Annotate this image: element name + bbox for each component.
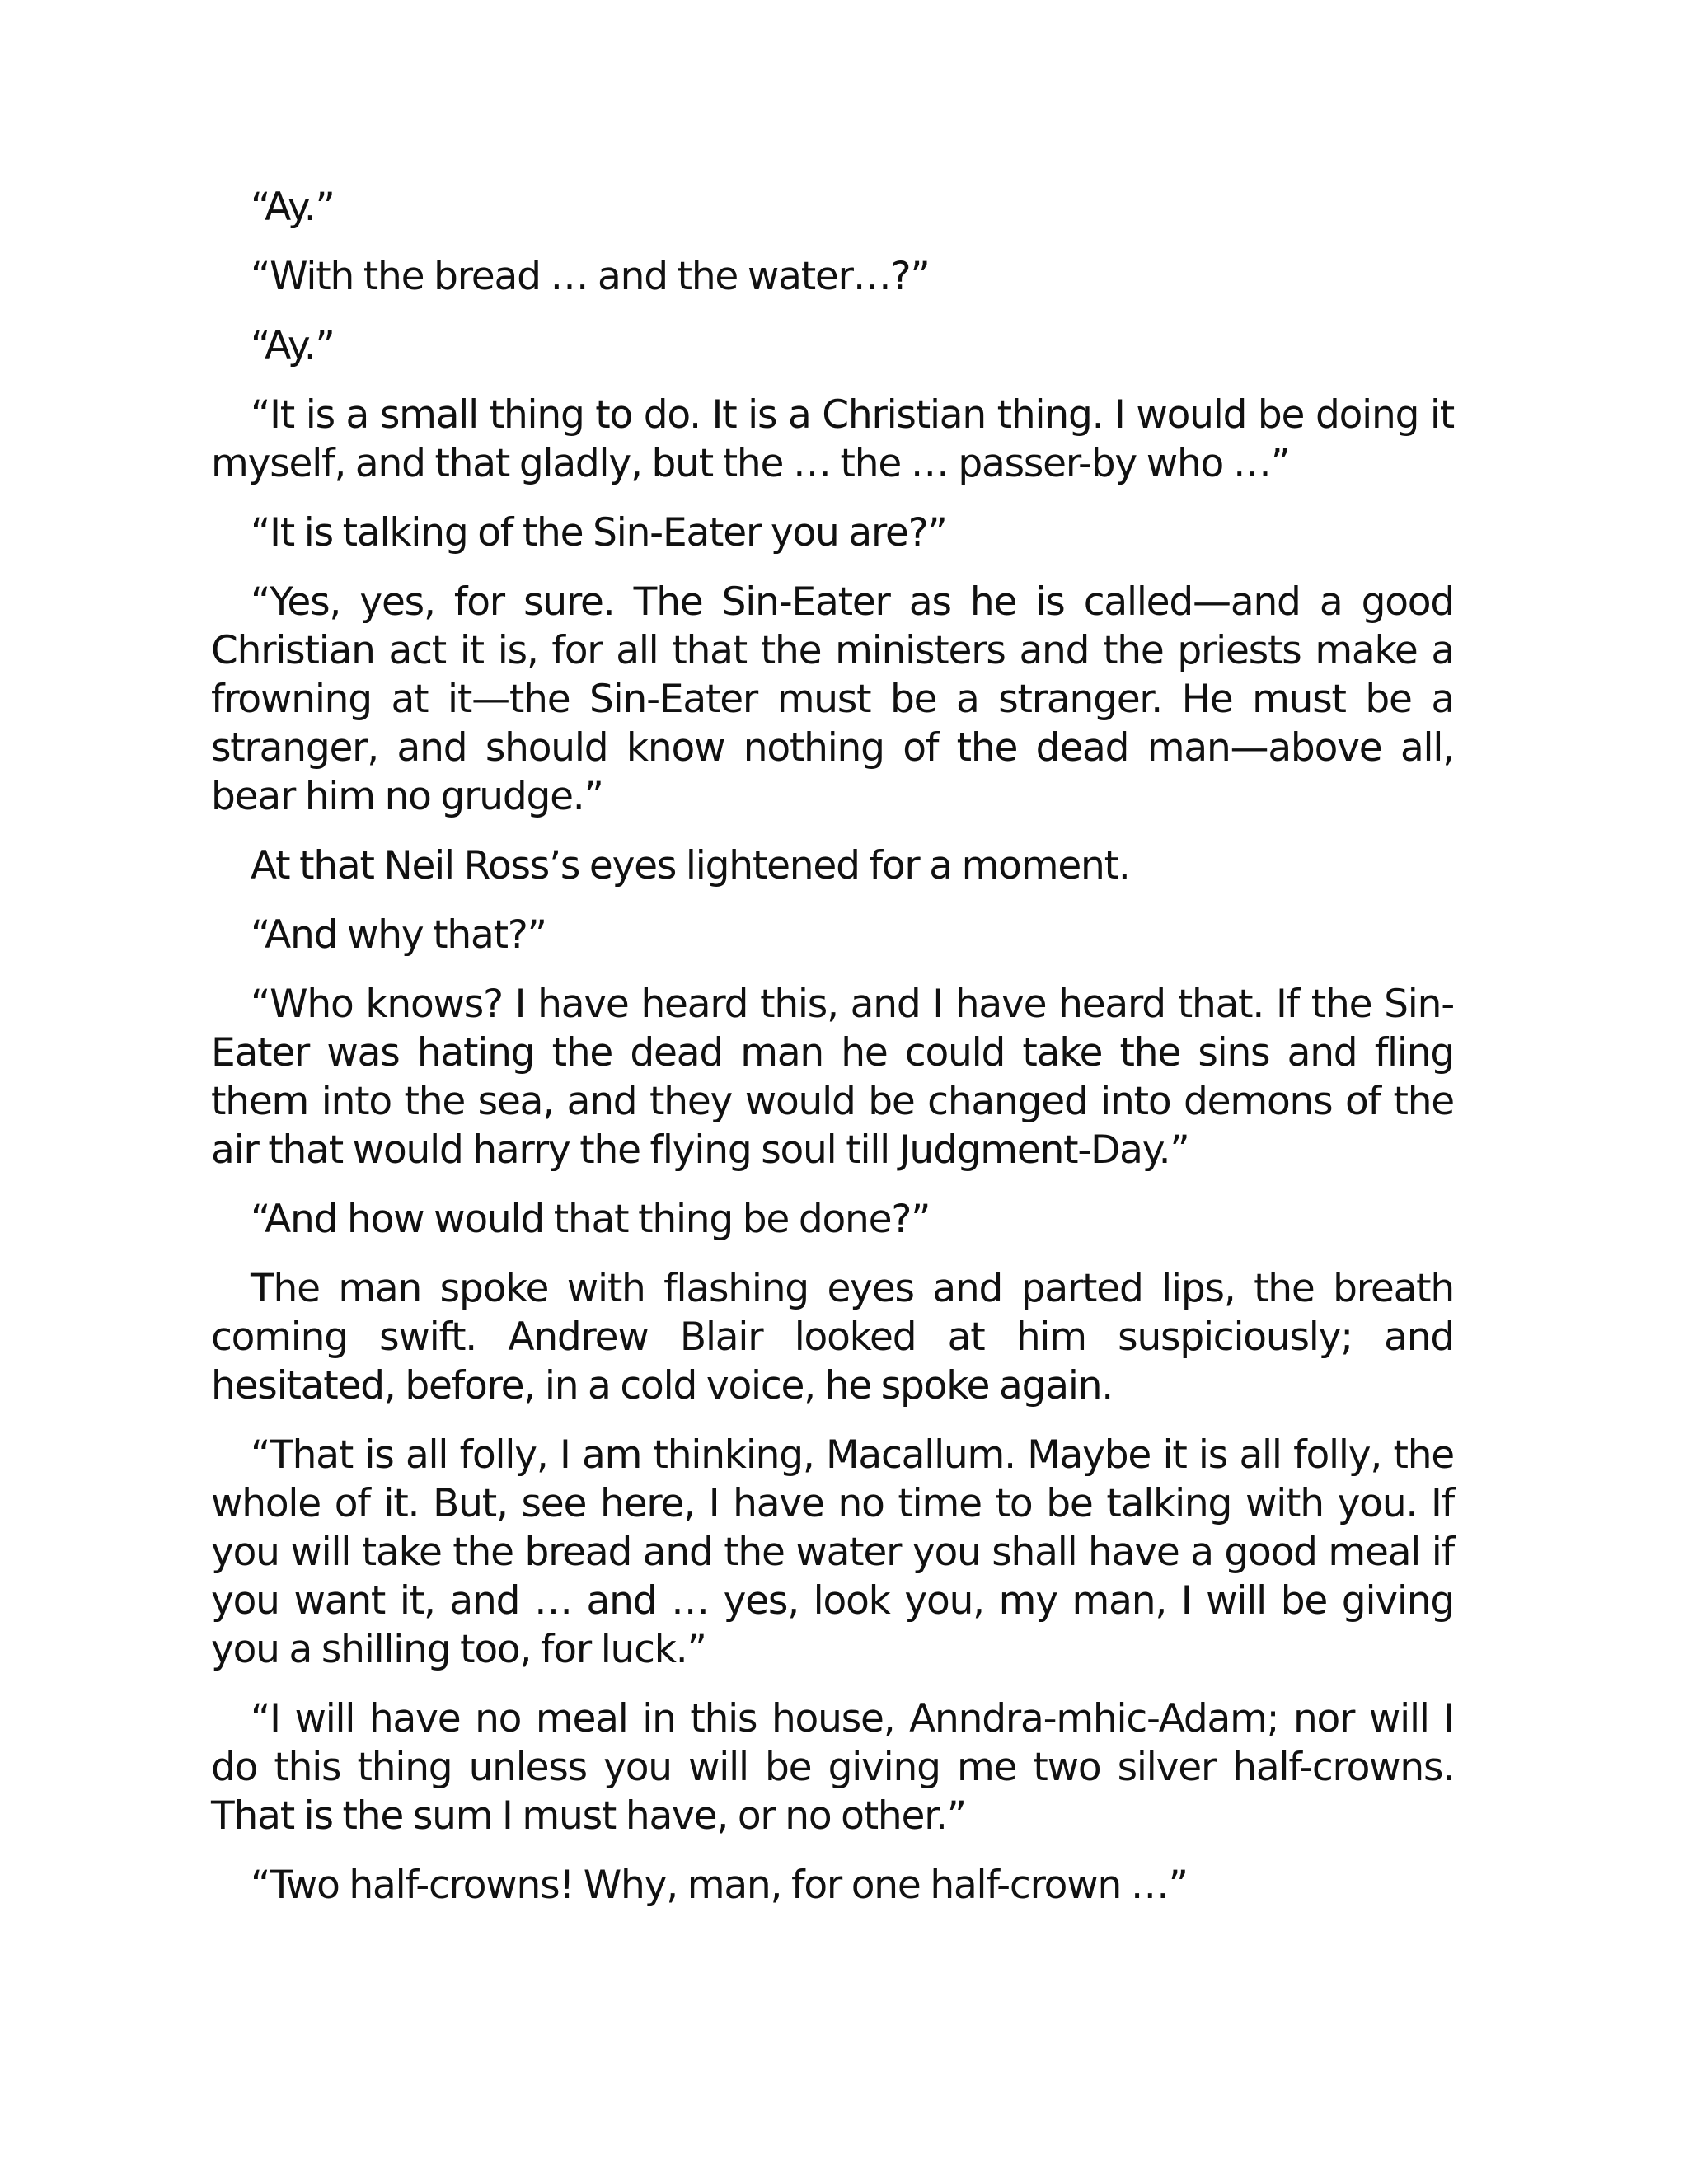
paragraph: “That is all folly, I am thinking, Macallum. Maybe it is all folly, the whole of it. But, see here, I have no time to be talking with you. If you will take the bread and the water you shall have a good meal if you want it, and … and … yes, look you, my man, I will be giving you a shilling too, for luck.” [211,1432,1454,1672]
page-body [211,183,1454,1930]
paragraph: “With the bread … and the water…?” [251,254,930,299]
paragraph: “It is talking of the Sin-Eater you are?” [251,510,947,555]
paragraph: “It is a small thing to do. It is a Christian thing. I would be doing it myself, and that gladly, but the … the … passer-by who …” [211,392,1454,486]
paragraph: “Ay.” [251,185,335,230]
paragraph: “Who knows? I have heard this, and I have heard that. If the Sin-Eater was hating the dead man he could take the sins and fling them into the sea, and they would be changed into demons of the air that would harry the flying soul till Judgment-Day.” [211,982,1454,1173]
paragraph: “And why that?” [251,912,546,958]
paragraph: “And how would that thing be done?” [251,1197,931,1242]
paragraph: “Two half-crowns! Why, man, for one half-crown …” [251,1863,1188,1908]
paragraph: The man spoke with flashing eyes and parted lips, the breath coming swift. Andrew Blair looked at him suspiciously; and hesitated, before, in a cold voice, he spoke again. [211,1266,1454,1408]
paragraph: “I will have no meal in this house, Anndra-mhic-Adam; nor will I do this thing unless you will be giving me two silver half-crowns. That is the sum I must have, or no other.” [211,1696,1454,1839]
paragraph: At that Neil Ross’s eyes lightened for a moment. [251,843,1130,888]
paragraph: “Ay.” [251,323,335,368]
paragraph: “Yes, yes, for sure. The Sin-Eater as he is called—and a good Christian act it is, for all that the ministers and the priests make a frowning at it—the Sin-Eater must be a stranger. He must be a stranger, and should know nothing of the dead man—above all, bear him no grudge.” [211,579,1454,819]
